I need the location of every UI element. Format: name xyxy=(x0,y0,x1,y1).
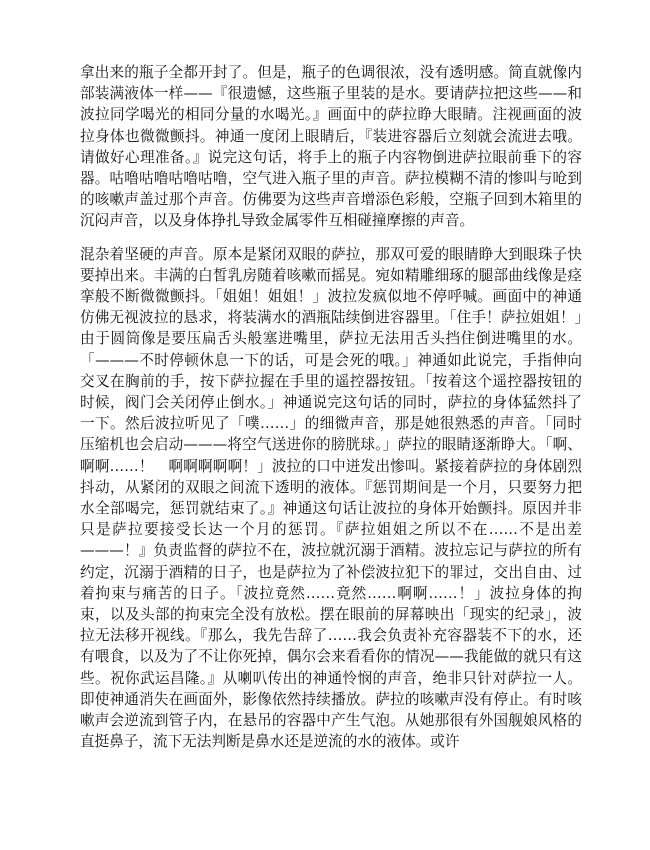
paragraph-2: 混杂着坚硬的声音。原本是紧闭双眼的萨拉，那双可爱的眼睛睁大到眼珠子快要掉出来。丰满的白皙乳房随着咳嗽而摇晃。宛如精雕细琢的腿部曲线像是痉挛般不断微微颤抖。「姐姐！姐姐！」波拉发疯似地不停呼喊。画面中的神通仿佛无视波拉的恳求，将装满水的酒瓶陆续倒进容器里。「住手！萨拉姐姐！」由于圆筒像是要压扁舌头般塞进嘴里，萨拉无法用舌头挡住倒进嘴里的水。「———不时停顿休息一下的话，可是会死的哦。」神通如此说完，手指伸向交叉在胸前的手，按下萨拉握在手里的遥控器按钮。「按着这个遥控器按钮的时候，阀门会关闭停止倒水。」神通说完这句话的同时，萨拉的身体猛然抖了一下。然后波拉听见了「噗……」的细微声音，那是她很熟悉的声音。「同时压缩机也会启动———将空气送进你的膀胱球。」萨拉的眼睛逐渐睁大。「啊、啊啊……！ 啊啊啊啊啊！」波拉的口中迸发出惨叫。紧接着萨拉的身体剧烈抖动，从紧闭的双眼之间流下透明的液体。『惩罚期间是一个月，只要努力把水全部喝完，惩罚就结束了。』神通这句话让波拉的身体开始颤抖。原因并非只是萨拉要接受长达一个月的惩罚。『萨拉姐姐之所以不在……不是出差———！』负责监督的萨拉不在，波拉就沉溺于酒精。波拉忘记与萨拉的所有约定，沉溺于酒精的日子，也是萨拉为了补偿波拉犯下的罪过，交出自由、过着拘束与痛苦的日子。「波拉竟然……竟然……啊啊……！」波拉身体的拘束，以及头部的拘束完全没有放松。摆在眼前的屏幕映出「现实的纪录」，波拉无法移开视线。『那么，我先告辞了……我会负责补充容器装不下的水，还有喂食，以及为了不让你死掉，偶尔会来看看你的情况——我能做的就只有这些。祝你武运昌隆。』从喇叭传出的神通怜悯的声音，绝非只针对萨拉一人。即使神通消失在画面外，影像依然持续播放。萨拉的咳嗽声没有停止。有时咳嗽声会逆流到管子内，在悬吊的容器中产生气泡。从她那很有外国舰娘风格的直挺鼻子，流下无法判断是鼻水还是逆流的水的液体。或许 xyxy=(80,245,582,751)
paragraph-1: 拿出来的瓶子全都开封了。但是，瓶子的色调很浓，没有透明感。简直就像内部装满液体一样——『很遗憾，这些瓶子里装的是水。要请萨拉把这些——和波拉同学喝光的相同分量的水喝光。』画面中的萨拉睁大眼睛。注视画面的波拉身体也微微颤抖。神通一度闭上眼睛后，『装进容器后立刻就会流进去哦。请做好心理准备。』说完这句话，将手上的瓶子内容物倒进萨拉眼前垂下的容器。咕噜咕噜咕噜咕噜，空气进入瓶子里的声音。萨拉模糊不清的惨叫与呛到的咳嗽声盖过那个声音。仿佛要为这些声音增添色彩般，空瓶子回到木箱里的沉闷声音，以及身体挣扎导致金属零件互相碰撞摩擦的声音。 xyxy=(80,64,582,230)
